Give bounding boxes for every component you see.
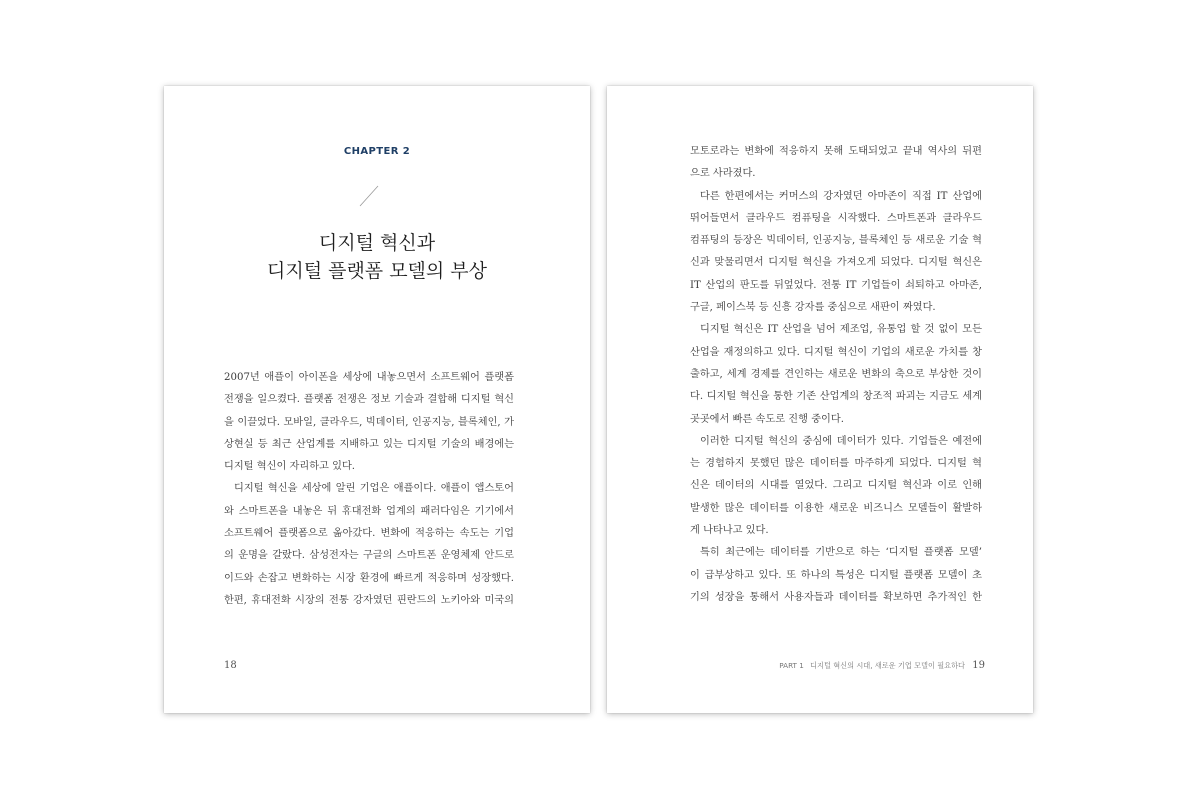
body-line: 모토로라는 변화에 적응하지 못해 도태되었고 끝내 역사의 뒤편	[690, 146, 982, 157]
body-line: 의 운명을 갈랐다. 삼성전자는 구글의 스마트폰 운영체제 안드로	[224, 550, 514, 562]
page-number: 18	[224, 660, 237, 671]
footer-chapter-title: 디지털 혁신의 시대, 새로운 기업 모델이 필요하다	[810, 661, 965, 670]
body-line: 한편, 휴대전화 시장의 전통 강자였던 핀란드의 노키아와 미국의	[224, 594, 514, 606]
body-line: 디지털 혁신은 IT 산업을 넘어 제조업, 유통업 할 것 없이 모든	[700, 324, 982, 336]
left-body-text	[224, 367, 514, 612]
chapter-title-line: 디지털 혁신과	[318, 232, 436, 254]
body-line: 이드와 손잡고 변화하는 시장 환경에 빠르게 적응하며 성장했다.	[224, 572, 514, 584]
body-line: 신은 데이터의 시대를 열었다. 그리고 디지털 혁신과 이로 인해	[690, 480, 982, 492]
body-line: 이러한 디지털 혁신의 중심에 데이터가 있다. 기업들은 예전에	[700, 435, 982, 447]
body-line: 기의 성장을 통해서 사용자들과 데이터를 확보하면 추가적인 한	[690, 591, 982, 603]
right-body-text	[690, 141, 982, 609]
body-line: 발생한 많은 데이터를 이용한 새로운 비즈니스 모델들이 활발하	[690, 502, 982, 514]
footer-part-label: PART 1	[779, 661, 804, 670]
page-number: 19	[972, 660, 985, 671]
chapter-label: CHAPTER 2	[343, 146, 411, 157]
body-line: 특히 최근에는 데이터를 기반으로 하는 ‘디지털 플랫폼 모델’	[700, 547, 982, 559]
chapter-title-line: 디지털 플랫폼 모델의 부상	[266, 260, 487, 282]
body-line: 산업을 재정의하고 있다. 디지털 혁신이 기업의 새로운 가치를 창	[690, 346, 982, 358]
body-line: 이 급부상하고 있다. 또 하나의 특성은 디지털 플랫폼 모델이 초	[690, 569, 982, 581]
body-line: 으로 사라졌다.	[690, 168, 756, 180]
body-line: 을 이끌었다. 모바일, 클라우드, 빅데이터, 인공지능, 블록체인, 가	[224, 416, 514, 428]
body-line: 구글, 페이스북 등 신흥 강자를 중심으로 새판이 짜였다.	[690, 302, 936, 314]
body-line: 상현실 등 최근 산업계를 지배하고 있는 디지털 기술의 배경에는	[224, 438, 514, 450]
body-line: 는 경험하지 못했던 많은 데이터를 마주하게 되었다. 디지털 혁	[690, 458, 982, 470]
body-line: 디지털 혁신이 자리하고 있다.	[224, 461, 356, 473]
body-line: 컴퓨팅의 등장은 빅데이터, 인공지능, 블록체인 등 새로운 기술 혁	[690, 235, 982, 247]
body-line: 소프트웨어 플랫폼으로 옮아갔다. 변화에 적응하는 속도는 기업	[224, 528, 514, 540]
body-line: 신과 맞물리면서 디지털 혁신을 가져오게 되었다. 디지털 혁신은	[690, 257, 982, 269]
body-line: 와 스마트폰을 내놓은 뒤 휴대전화 업계의 패러다임은 기기에서	[224, 505, 514, 517]
left-page	[164, 86, 590, 713]
right-page	[607, 86, 1033, 713]
body-line: 출하고, 세계 경제를 견인하는 새로운 변화의 축으로 부상한 것이	[690, 368, 982, 380]
body-line: 다른 한편에서는 커머스의 강자였던 아마존이 직접 IT 산업에	[700, 190, 982, 202]
body-line: IT 산업의 판도를 뒤엎었다. 전통 IT 기업들이 쇠퇴하고 아마존,	[690, 279, 982, 291]
chapter-title	[164, 229, 590, 285]
body-line: 다. 디지털 혁신을 통한 기존 산업계의 창조적 파괴는 지금도 세계	[690, 391, 982, 403]
body-line: 디지털 혁신을 세상에 알린 기업은 애플이다. 애플이 앱스토어	[234, 483, 514, 495]
body-line: 뛰어들면서 클라우드 컴퓨팅을 시작했다. 스마트폰과 클라우드	[690, 212, 982, 224]
body-line: 곳곳에서 빠른 속도로 진행 중이다.	[690, 413, 844, 425]
body-line: 전쟁을 일으켰다. 플랫폼 전쟁은 정보 기술과 결합해 디지털 혁신	[224, 394, 514, 406]
decorative-slash-icon	[359, 185, 379, 207]
body-line: 게 나타나고 있다.	[690, 525, 769, 537]
body-line: 2007년 애플이 아이폰을 세상에 내놓으면서 소프트웨어 플랫폼	[224, 372, 514, 383]
running-footer	[779, 660, 985, 671]
